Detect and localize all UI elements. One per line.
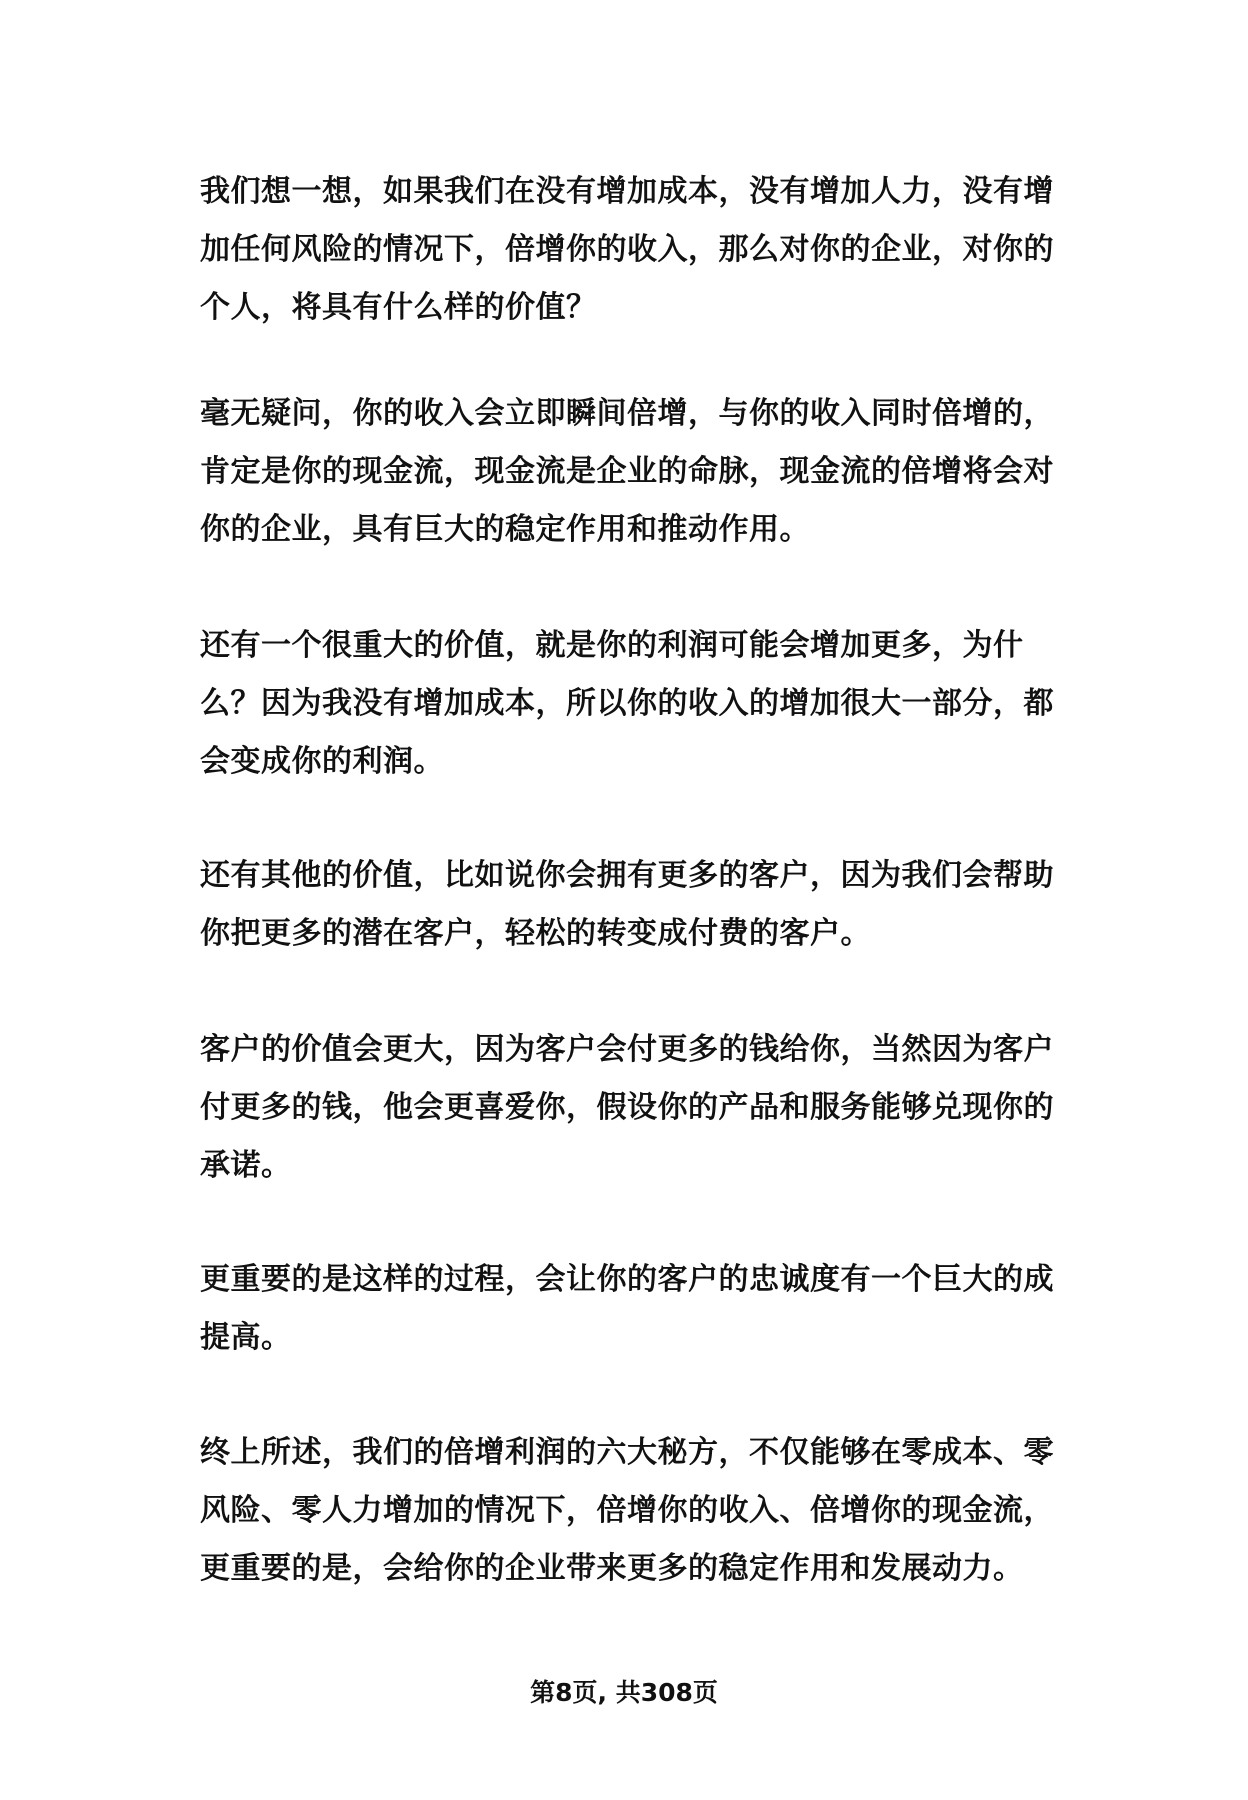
paragraph-line: 客户的价值会更大，因为客户会付更多的钱给你，当然因为客户: [200, 1032, 1054, 1067]
paragraph-line: 你的企业，具有巨大的稳定作用和推动作用。: [200, 512, 810, 547]
paragraph-line: 毫无疑问，你的收入会立即瞬间倍增，与你的收入同时倍增的，: [200, 396, 1054, 431]
paragraph-line: 加任何风险的情况下，倍增你的收入，那么对你的企业，对你的: [200, 232, 1054, 267]
paragraph-3: [200, 617, 1054, 791]
paragraph-4: [200, 847, 1054, 963]
paragraph-6: [200, 1251, 1054, 1367]
paragraph-line: 我们想一想，如果我们在没有增加成本，没有增加人力，没有增: [200, 174, 1054, 209]
paragraph-5: [200, 1021, 1054, 1195]
paragraph-line: 终上所述，我们的倍增利润的六大秘方，不仅能够在零成本、零: [200, 1435, 1054, 1470]
paragraph-line: 提高。: [200, 1320, 292, 1355]
paragraph-line: 会变成你的利润。: [200, 744, 444, 779]
paragraph-line: 肯定是你的现金流，现金流是企业的命脉，现金流的倍增将会对: [200, 454, 1054, 489]
paragraph-7: [200, 1424, 1054, 1598]
paragraph-1: [200, 163, 1054, 337]
paragraph-2: [200, 385, 1054, 559]
paragraph-line: 还有其他的价值，比如说你会拥有更多的客户，因为我们会帮助: [200, 858, 1054, 893]
paragraph-line: 承诺。: [200, 1148, 292, 1183]
paragraph-line: 风险、零人力增加的情况下，倍增你的收入、倍增你的现金流，: [200, 1493, 1054, 1528]
paragraph-line: 还有一个很重大的价值，就是你的利润可能会增加更多，为什: [200, 628, 1024, 663]
page-number-footer: 第8页, 共308页: [530, 1678, 718, 1707]
paragraph-line: 个人，将具有什么样的价值？: [200, 290, 597, 325]
paragraph-line: 么？因为我没有增加成本，所以你的收入的增加很大一部分，都: [200, 686, 1054, 721]
paragraph-line: 更重要的是，会给你的企业带来更多的稳定作用和发展动力。: [200, 1551, 1024, 1586]
paragraph-line: 更重要的是这样的过程，会让你的客户的忠诚度有一个巨大的成: [200, 1262, 1054, 1297]
paragraph-line: 你把更多的潜在客户，轻松的转变成付费的客户。: [200, 916, 871, 951]
paragraph-line: 付更多的钱，他会更喜爱你，假设你的产品和服务能够兑现你的: [200, 1090, 1054, 1125]
